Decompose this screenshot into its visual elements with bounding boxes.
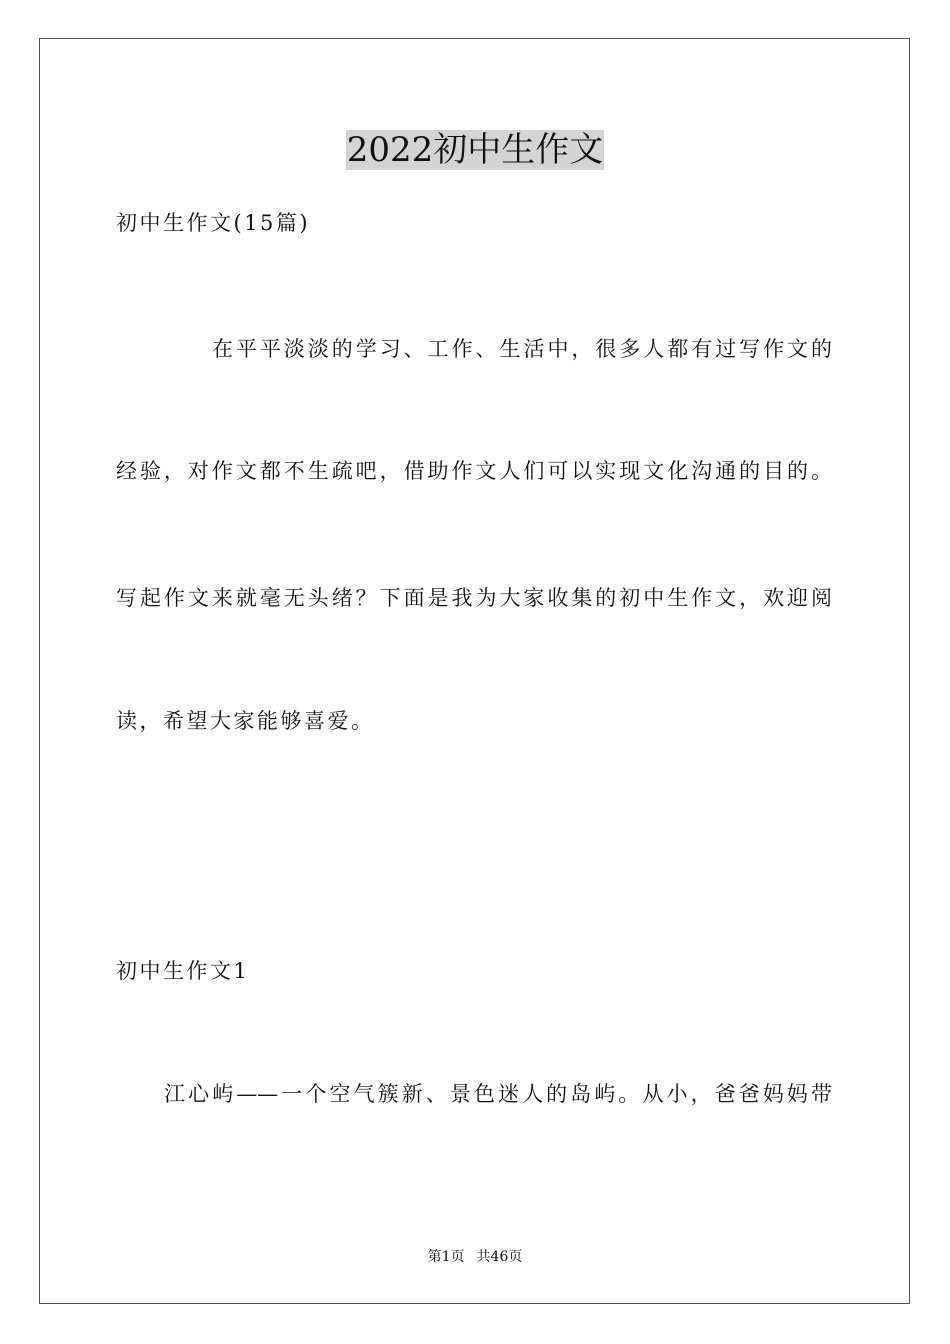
page-number: 第1页 [427,1249,465,1265]
paragraph-line: 经验，对作文都不生疏吧，借助作文人们可以实现文化沟通的目的。 [116,459,832,483]
page-total: 共46页 [476,1249,523,1265]
document-title-text: 2022初中生作文 [346,130,604,170]
paragraph-line: 在平平淡淡的学习、工作、生活中，很多人都有过写作文的 [212,337,832,361]
paragraph-line: 江心屿——一个空气簇新、景色迷人的岛屿。从小，爸爸妈妈带 [164,1082,832,1106]
paragraph-line: 写起作文来就毫无头绪？下面是我为大家收集的初中生作文，欢迎阅 [116,586,832,610]
section-heading: 初中生作文1 [116,959,250,983]
paragraph-line: 读，希望大家能够喜爱。 [116,709,375,733]
document-title [0,126,950,174]
document-subtitle: 初中生作文(15篇) [116,211,311,235]
page-footer [0,1247,950,1267]
